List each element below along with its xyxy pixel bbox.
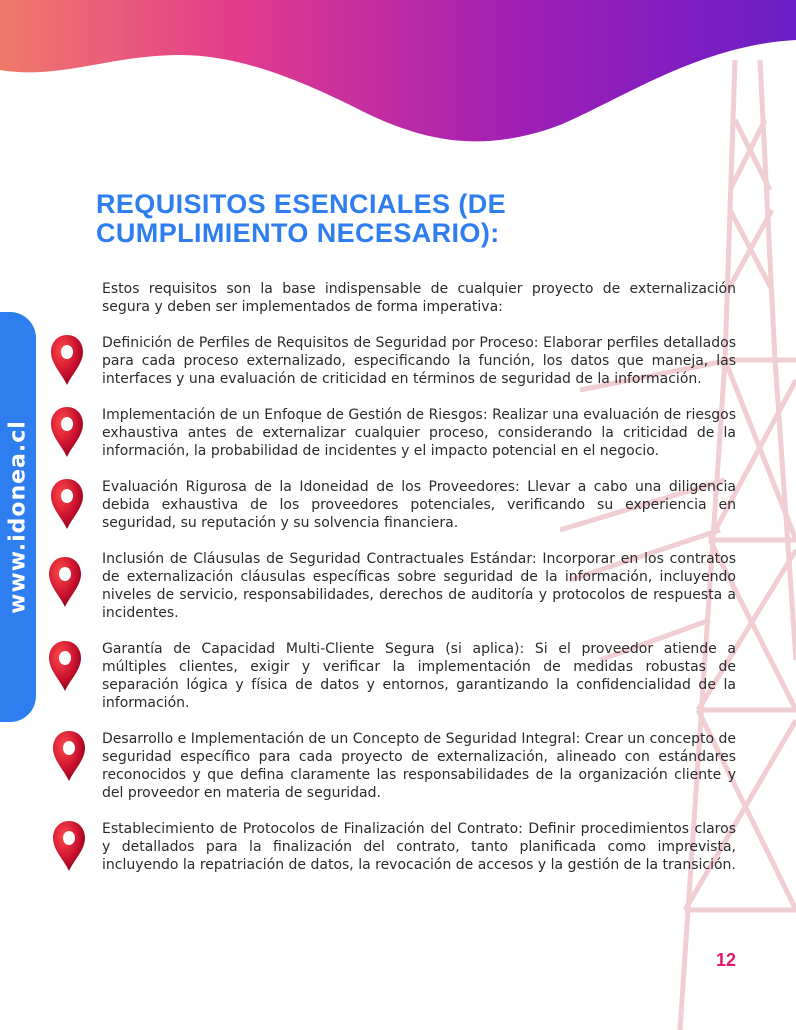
list-item-text: Establecimiento de Protocolos de Finalización del Contrato: Definir procedimientos claros y detallados para la finalización del contrato, tanto planificada como imprevista, incluyendo la repatriación de datos, la revocación de accesos y la gestión de la transición. (102, 821, 736, 873)
list-item (102, 550, 736, 622)
list-item (102, 478, 736, 532)
content (102, 280, 736, 892)
page-number: 12 (716, 950, 737, 970)
list-item-text: Desarrollo e Implementación de un Concepto de Seguridad Integral: Crear un concepto de seguridad específico para cada proyecto de externalización, alineado con estándares reconocidos y que defina claramente las responsabilidades de la organización cliente y del proveedor en materia de seguridad. (102, 731, 736, 801)
title-line-1: REQUISITOS ESENCIALES (DE (96, 189, 507, 219)
list-item (102, 334, 736, 388)
location-pin-icon (50, 334, 84, 386)
location-pin-icon (52, 730, 86, 782)
location-pin-icon (48, 640, 82, 692)
list-item (102, 406, 736, 460)
list-item-text: Definición de Perfiles de Requisitos de Seguridad por Proceso: Elaborar perfiles detallados para cada proceso externalizado, especificando la función, los datos que maneja, las interfaces y una evaluación de criticidad en términos de seguridad de la información. (102, 335, 736, 387)
list-item-text: Garantía de Capacidad Multi-Cliente Segura (si aplica): Si el proveedor atiende a múltiples clientes, exigir y verificar la implementación de medidas robustas de separación lógica y física de datos y entornos, garantizando la confidencialidad de la información. (102, 641, 736, 711)
website-side-tab[interactable] (0, 312, 36, 722)
list-item (102, 730, 736, 802)
location-pin-icon (48, 556, 82, 608)
list-item-text: Implementación de un Enfoque de Gestión de Riesgos: Realizar una evaluación de riesgos exhaustiva antes de externalizar cualquier proceso, considerando la criticidad de la información, la probabilidad de incidentes y el impacto potencial en el negocio. (102, 407, 736, 459)
intro-paragraph: Estos requisitos son la base indispensable de cualquier proyecto de externalización segura y deben ser implementados de forma imperativa: (102, 281, 736, 315)
location-pin-icon (52, 820, 86, 872)
list-item (102, 820, 736, 874)
location-pin-icon (50, 478, 84, 530)
list-item (102, 640, 736, 712)
title-line-2: CUMPLIMIENTO NECESARIO): (96, 218, 500, 248)
list-item-text: Evaluación Rigurosa de la Idoneidad de los Proveedores: Llevar a cabo una diligencia debida exhaustiva de los proveedores potenciales, verificando su experiencia en seguridad, su reputación y su solvencia financiera. (102, 479, 736, 531)
list-item-text: Inclusión de Cláusulas de Seguridad Contractuales Estándar: Incorporar en los contratos de externalización cláusulas específicas sobre seguridad de la información, incluyendo niveles de servicio, responsabilidades, derechos de auditoría y protocolos de respuesta a incidentes. (102, 551, 736, 621)
website-url[interactable]: www.idonea.cl (5, 420, 31, 614)
page-title (96, 190, 576, 248)
location-pin-icon (50, 406, 84, 458)
